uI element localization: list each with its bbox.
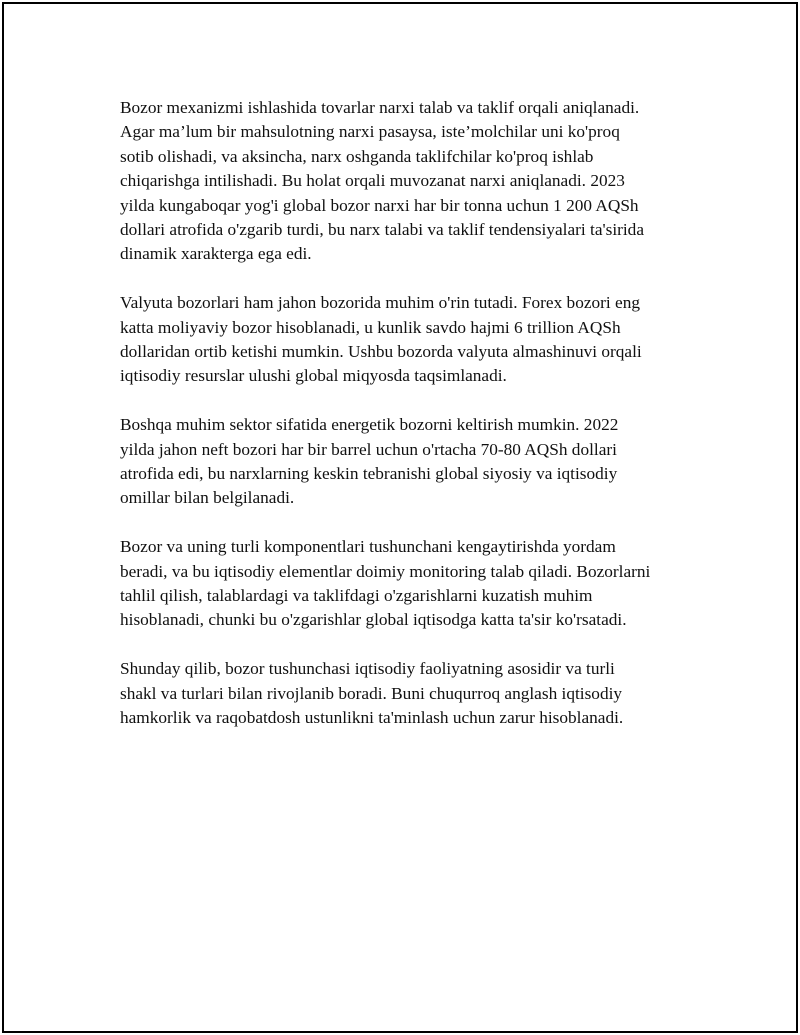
paragraph-line: tahlil qilish, talablardagi va taklifdagi o'zgarishlarni kuzatish muhim — [120, 586, 593, 606]
paragraph-line: hisoblanadi, chunki bu o'zgarishlar global iqtisodga katta ta'sir ko'rsatadi. — [120, 610, 627, 630]
paragraph-line: chiqarishga intilishadi. Bu holat orqali muvozanat narxi aniqlanadi. 2023 — [120, 171, 625, 191]
paragraph-line: yilda kungaboqar yog'i global bozor narxi har bir tonna uchun 1 200 AQSh — [120, 195, 639, 215]
paragraph-5 — [120, 657, 700, 730]
paragraph-line: katta moliyaviy bozor hisoblanadi, u kunlik savdo hajmi 6 trillion AQSh — [120, 317, 621, 337]
paragraph-line: omillar bilan belgilanadi. — [120, 488, 295, 508]
paragraph-line: Boshqa muhim sektor sifatida energetik bozorni keltirish mumkin. 2022 — [120, 415, 619, 435]
paragraph-3 — [120, 413, 700, 511]
paragraph-4 — [120, 535, 700, 633]
paragraph-line: atrofida edi, bu narxlarning keskin tebranishi global siyosiy va iqtisodiy — [120, 464, 618, 484]
paragraph-line: Shunday qilib, bozor tushunchasi iqtisodiy faoliyatning asosidir va turli — [120, 659, 615, 679]
document-body — [120, 96, 700, 755]
paragraph-line: sotib olishadi, va aksincha, narx oshganda taklifchilar ko'proq ishlab — [120, 146, 594, 166]
paragraph-1 — [120, 96, 700, 267]
paragraph-line: iqtisodiy resurslar ulushi global miqyosda taqsimlanadi. — [120, 366, 507, 386]
paragraph-line: beradi, va bu iqtisodiy elementlar doimiy monitoring talab qiladi. Bozorlarni — [120, 561, 651, 581]
paragraph-2 — [120, 291, 700, 389]
paragraph-line: Agar ma’lum bir mahsulotning narxi pasaysa, iste’molchilar uni ko'proq — [120, 122, 620, 142]
paragraph-line: dollari atrofida o'zgarib turdi, bu narx talabi va taklif tendensiyalari ta'sirida — [120, 220, 644, 240]
paragraph-line: Bozor va uning turli komponentlari tushunchani kengaytirishda yordam — [120, 537, 616, 557]
paragraph-line: yilda jahon neft bozori har bir barrel uchun o'rtacha 70-80 AQSh dollari — [120, 439, 617, 459]
paragraph-line: dollaridan ortib ketishi mumkin. Ushbu bozorda valyuta almashinuvi orqali — [120, 342, 642, 362]
paragraph-line: Valyuta bozorlari ham jahon bozorida muhim o'rin tutadi. Forex bozori eng — [120, 293, 640, 313]
paragraph-line: dinamik xarakterga ega edi. — [120, 244, 312, 264]
document-page — [2, 2, 798, 1033]
paragraph-line: shakl va turlari bilan rivojlanib boradi. Buni chuqurroq anglash iqtisodiy — [120, 683, 623, 703]
paragraph-line: hamkorlik va raqobatdosh ustunlikni ta'minlash uchun zarur hisoblanadi. — [120, 708, 624, 728]
paragraph-line: Bozor mexanizmi ishlashida tovarlar narxi talab va taklif orqali aniqlanadi. — [120, 98, 640, 117]
